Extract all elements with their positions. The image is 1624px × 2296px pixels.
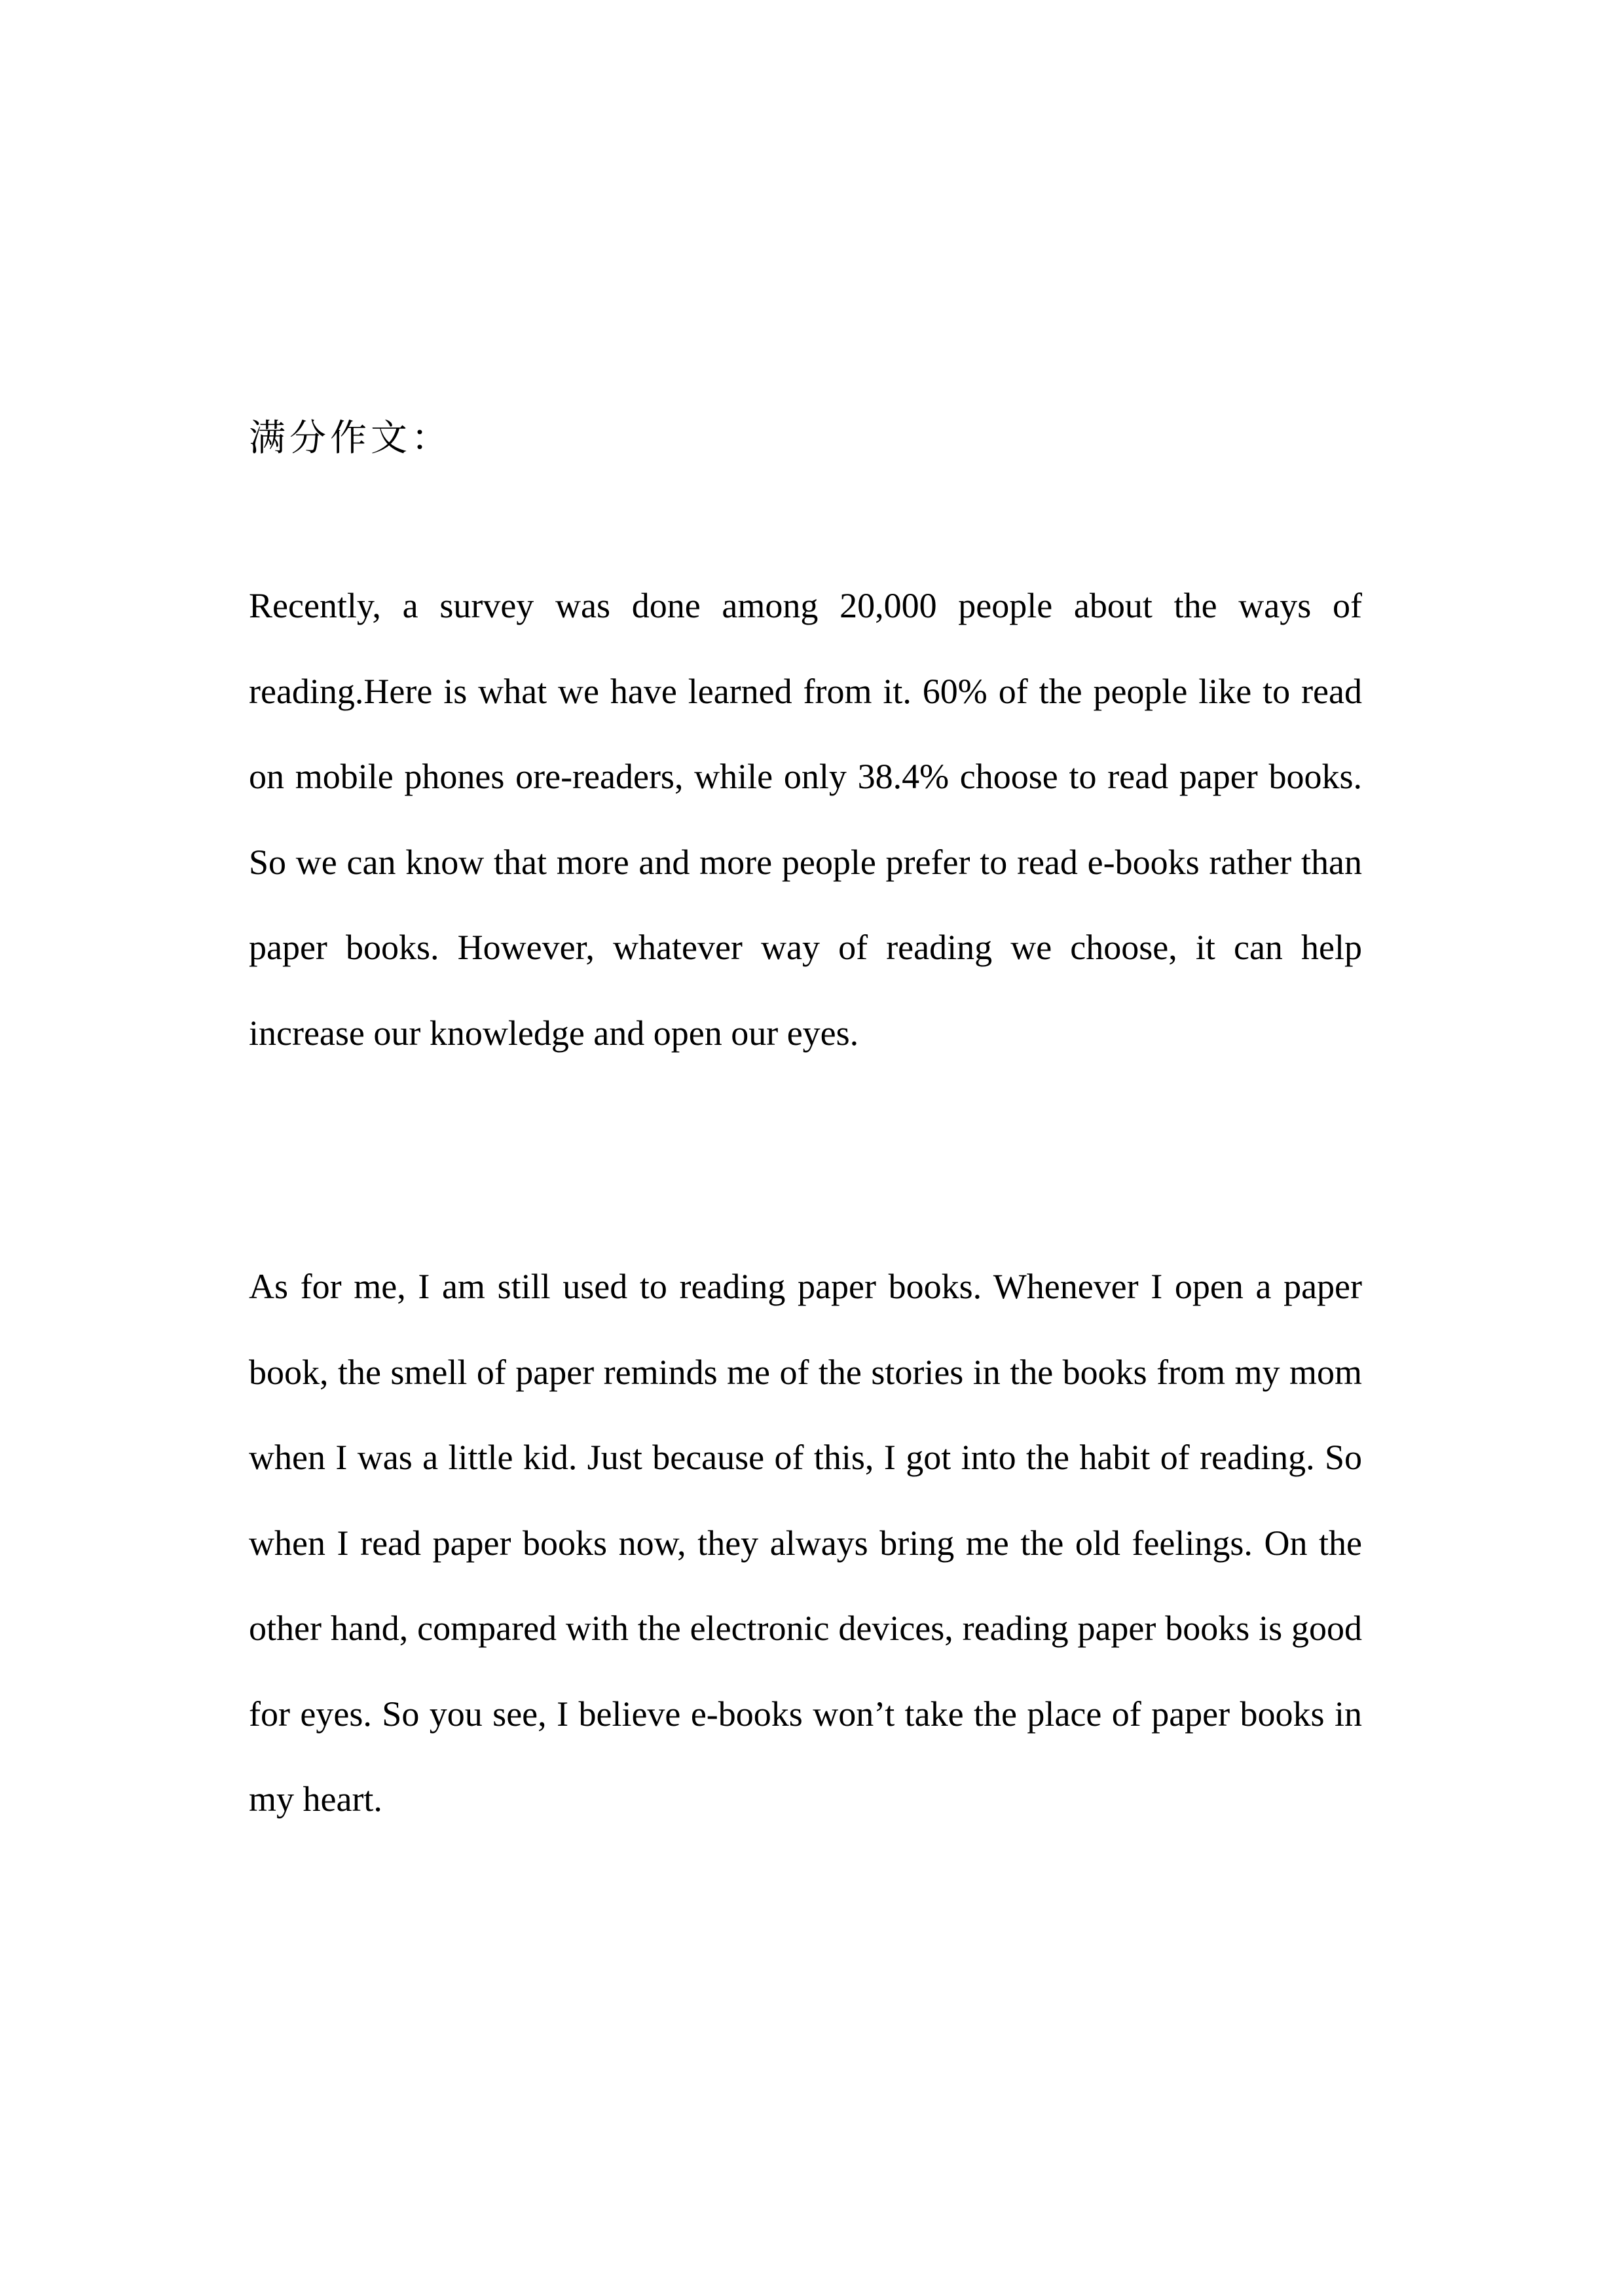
essay-paragraph-2: As for me, I am still used to reading paper books. Whenever I open a paper book, the smell of paper reminds me of the stories in the books from my mom when I was a little kid. Just because of this, I got into the habit of reading. So when I read paper books now, they always bring me the old feelings. On the other hand, compared with the electronic devices, reading paper books is good for eyes. So you see, I believe e-books won’t take the place of paper books in my heart. — [249, 1267, 1362, 1819]
essay-paragraph-1: Recently, a survey was done among 20,000 people about the ways of reading.Here is what we have learned from it. 60% of the people like to read on mobile phones ore-readers, while only 38.4% choose to read paper books. So we can know that more and more people prefer to read e-books rather than paper books. However, whatever way of reading we choose, it can help increase our knowledge and open our eyes. — [249, 586, 1362, 1053]
essay-heading: 满分作文： — [249, 417, 452, 460]
